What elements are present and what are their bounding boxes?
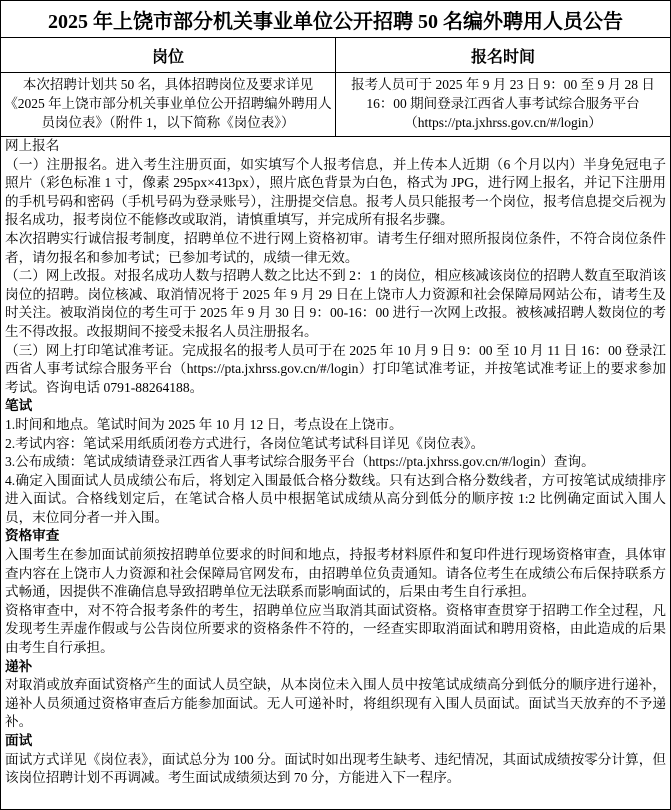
- interview-heading: 面试: [5, 733, 33, 748]
- registration-step-3: （三）网上打印笔试准考证。完成报名的报考人员可于在 2025 年 10 月 9 日 9：00 至 10 月 11 日 16：00 登录江西省人事考试综合服务平台（https://pta.jxhrss.gov.cn/#/login）打印笔试准考证，并按笔试准考证上的要求参加考试。咨询电话 0791-88264188。: [5, 342, 666, 395]
- integrity-notice: 本次招聘实行诚信报考制度，招聘单位不进行网上资格初审。请考生仔细对照所报岗位条件，不符合岗位条件者，请勿报名和参加考试；已参加考试的，成绩一律无效。: [5, 230, 666, 265]
- written-exam-item-1: 1.时间和地点。笔试时间为 2025 年 10 月 12 日，考点设在上饶市。: [5, 416, 403, 432]
- written-exam-item-3: 3.公布成绩：笔试成绩请登录江西省人事考试综合服务平台（https://pta.jxhrss.gov.cn/#/login）查询。: [5, 454, 595, 470]
- document-title: 2025 年上饶市部分机关事业单位公开招聘 50 名编外聘用人员公告: [1, 1, 670, 38]
- header-position: 岗位: [1, 38, 336, 72]
- interview-paragraph: 面试方式详见《岗位表》，面试总分为 100 分。面试时如出现考生缺考、违纪情况，其面试成绩按零分计算，但该岗位招聘计划不再调减。考生面试成绩须达到 70 分，方能进入下一程序。: [5, 751, 666, 786]
- registration-step-1: （一）注册报名。进入考生注册页面，如实填写个人报考信息，并上传本人近期（6 个月以内）半身免冠电子照片（彩色标准 1 寸，像素 295px×413px），照片底色背景为白色，格式为 JPG，进行网上报名，并记下注册用的手机号码和密码（手机号码为登录账号），注册提交信息。报考人员只能报考一个岗位，报考信息提交后视为报名成功，报考岗位不能修改或取消，请慎重填写，并完成所有报名步骤。: [5, 156, 666, 228]
- header-registration-time: 报名时间: [470, 48, 535, 66]
- qualification-review-heading: 资格审查: [5, 528, 60, 544]
- details-cell: [1, 137, 670, 809]
- qualification-review-paragraph-2: 资格审查中，对不符合报考条件的考生，招聘单位应当取消其面试资格。资格审查贯穿于招聘工作全过程，凡发现考生弄虚作假或与公告岗位所要求的资格条件不符的，一经查实即取消面试和聘用资格，由此造成的后果由考生自行承担。: [5, 602, 666, 656]
- substitution-heading: 递补: [5, 658, 33, 674]
- registration-time-cell: 报考人员可于 2025 年 9 月 23 日 9：00 至 9 月 28 日 16：00 期间登录江西省人事考试综合服务平台（https://pta.jxhrss.gov.cn/#/login）: [351, 77, 655, 130]
- positions-cell: 本次招聘计划共 50 名，具体招聘岗位及要求详见《2025 年上饶市部分机关事业单位公开招聘编外聘用人员岗位表》（附件 1，以下简称《岗位表》）: [1, 73, 336, 136]
- table-info-row: [1, 73, 670, 137]
- qualification-review-paragraph-1: 入围考生在参加面试前须按招聘单位要求的时间和地点，持报考材料原件和复印件进行现场资格审查，具体审查内容在上饶市人力资源和社会保障局官网发布，由招聘单位负责通知。请各位考生在成绩公布后保持联系方式畅通，因提供不准确信息导致招聘单位无法联系而影响面试的，后果由考生自行承担。: [5, 547, 666, 600]
- substitution-paragraph: 对取消或放弃面试资格产生的面试人员空缺，从本岗位未入围人员中按笔试成绩高分到低分的顺序进行递补，递补人员须通过资格审查后方能参加面试。无人可递补时，将组织现有入围人员面试。面试当天放弃的不予递补。: [5, 677, 666, 730]
- written-exam-item-4: 4.确定入围面试人员成绩公布后，将划定入围最低合格分数线。只有达到合格分数线者，方可按笔试成绩排序进入面试。合格线划定后，在笔试合格人员中根据笔试成绩从高分到低分的顺序按 1:2 比例确定面试入围人员，末位同分者一并入围。: [5, 472, 666, 525]
- registration-step-2: （二）网上改报。对报名成功人数与招聘人数之比达不到 2：1 的岗位，相应核减该岗位的招聘人数直至取消该岗位的招聘。岗位核减、取消情况将于 2025 年 9 月 29 日在上饶市人力资源和社会保障局网站公布，请考生及时关注。被取消岗位的考生可于 2025 年 9 月 30 日 9：00-16：00 进行一次网上改报。被核减招聘人数岗位的考生不得改报。改报期间不接受未报名人员注册报名。: [5, 268, 666, 339]
- online-registration-heading: 网上报名: [5, 138, 60, 153]
- table-header-row: [1, 38, 670, 73]
- written-exam-heading: 笔试: [5, 398, 33, 414]
- written-exam-item-2: 2.考试内容：笔试采用纸质闭卷方式进行，各岗位笔试考试科目详见《岗位表》。: [5, 435, 485, 451]
